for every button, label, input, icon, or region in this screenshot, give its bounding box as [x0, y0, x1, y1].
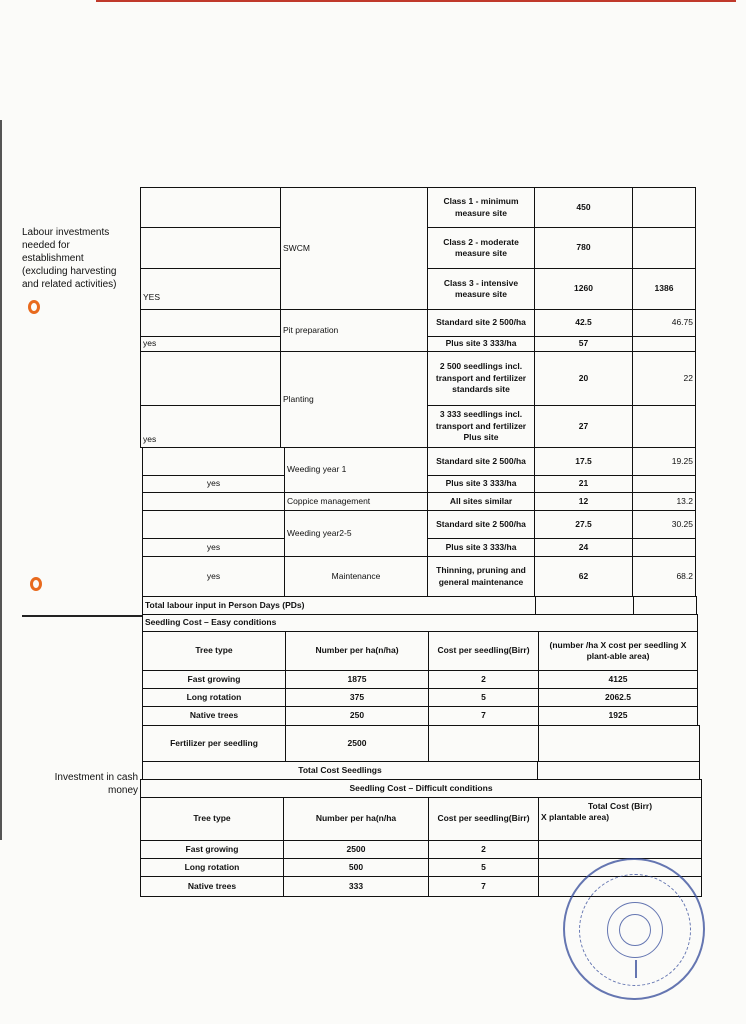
total-labour-value: [535, 596, 634, 615]
yes-mark: YES: [143, 291, 161, 302]
total-labour-label: Total labour input in Person Days (PDs): [142, 596, 536, 615]
cost-cell: 7: [428, 706, 539, 726]
cost-cell: 7: [428, 876, 539, 897]
header-cell: Number per ha(n/ha: [283, 797, 429, 841]
activity-group-label: Weeding year 1: [284, 447, 428, 493]
cost-cell: 2: [428, 670, 539, 689]
extra-cell: 19.25: [632, 447, 696, 476]
number-cell: 500: [283, 858, 429, 877]
number-cell: 333: [283, 876, 429, 897]
mark-cell: [140, 268, 281, 310]
official-stamp-icon: [563, 858, 705, 1000]
activity-group-label: Pit preparation: [280, 309, 428, 352]
extra-cell: 46.75: [632, 309, 696, 337]
total-cell: [538, 725, 700, 762]
value-cell: 450: [534, 187, 633, 228]
activity-cell: Class 3 - intensive measure site: [427, 268, 535, 310]
value-cell: 57: [534, 336, 633, 352]
extra-cell: [632, 227, 696, 269]
extra-cell: [632, 538, 696, 557]
number-cell: 250: [285, 706, 429, 726]
easy-title: Seedling Cost – Easy conditions: [142, 614, 698, 632]
value-cell: 24: [534, 538, 633, 557]
activity-cell: Thinning, pruning and general maintenance: [427, 556, 535, 597]
activity-cell: Standard site 2 500/ha: [427, 510, 535, 539]
difficult-title: Seedling Cost – Difficult conditions: [140, 779, 702, 798]
activity-group-label: Planting: [280, 351, 428, 448]
extra-cell: 1386: [632, 268, 696, 310]
top-red-line: [96, 0, 736, 2]
mark-cell: yes: [142, 475, 285, 493]
tree-type-cell: Fast growing: [142, 670, 286, 689]
header-cell: Number per ha(n/ha): [285, 631, 429, 671]
activity-cell: All sites similar: [427, 492, 535, 511]
cost-cell: [428, 725, 539, 762]
total-cell: 2062.5: [538, 688, 698, 707]
extra-cell: 68.2: [632, 556, 696, 597]
number-cell: 2500: [283, 840, 429, 859]
cost-cell: 2: [428, 840, 539, 859]
number-cell: 375: [285, 688, 429, 707]
extra-cell: 30.25: [632, 510, 696, 539]
header-cell: Tree type: [140, 797, 284, 841]
number-cell: 1875: [285, 670, 429, 689]
activity-cell: Plus site 3 333/ha: [427, 336, 535, 352]
mark-cell: [142, 510, 285, 539]
divider-line: [22, 615, 142, 617]
activity-cell: 2 500 seedlings incl. transport and fertilizer standards site: [427, 351, 535, 406]
activity-group-label: Coppice management: [284, 492, 428, 511]
value-cell: 12: [534, 492, 633, 511]
extra-cell: [632, 405, 696, 448]
total-cost-seedlings-value: [537, 761, 700, 780]
value-cell: 62: [534, 556, 633, 597]
value-cell: 42.5: [534, 309, 633, 337]
header-cell: (number /ha X cost per seedling X plant-able area): [538, 631, 698, 671]
extra-cell: [632, 187, 696, 228]
total-labour-extra: [633, 596, 697, 615]
mark-cell: [142, 492, 285, 511]
value-cell: 27: [534, 405, 633, 448]
mark-cell: [140, 227, 281, 269]
header-cell: Cost per seedling(Birr): [428, 631, 539, 671]
activity-cell: Class 2 - moderate measure site: [427, 227, 535, 269]
mark-cell: [140, 187, 281, 228]
extra-cell: 22: [632, 351, 696, 406]
hole-punch-icon: [28, 300, 40, 314]
mark-cell: yes: [140, 336, 281, 352]
cost-cell: 5: [428, 688, 539, 707]
value-cell: 20: [534, 351, 633, 406]
activity-group-label: Maintenance: [284, 556, 428, 597]
tree-type-cell: Fertilizer per seedling: [142, 725, 286, 762]
extra-cell: [632, 475, 696, 493]
header-cell: Tree type: [142, 631, 286, 671]
activity-group-label: Weeding year2-5: [284, 510, 428, 557]
mark-cell: yes: [142, 556, 285, 597]
mark-cell: [142, 447, 285, 476]
total-cell: [538, 840, 702, 859]
tree-type-cell: Fast growing: [140, 840, 284, 859]
mark-cell: yes: [142, 538, 285, 557]
activity-cell: 3 333 seedlings incl. transport and fertilizer Plus site: [427, 405, 535, 448]
activity-cell: Plus site 3 333/ha: [427, 538, 535, 557]
tree-type-cell: Long rotation: [142, 688, 286, 707]
activity-cell: Class 1 - minimum measure site: [427, 187, 535, 228]
value-cell: 27.5: [534, 510, 633, 539]
tree-type-cell: Native trees: [142, 706, 286, 726]
value-cell: 1260: [534, 268, 633, 310]
hole-punch-icon: [30, 577, 42, 591]
mark-cell: [140, 309, 281, 337]
mark-cell: [140, 351, 281, 406]
value-cell: 17.5: [534, 447, 633, 476]
activity-cell: Standard site 2 500/ha: [427, 309, 535, 337]
value-cell: 780: [534, 227, 633, 269]
tree-type-cell: Native trees: [140, 876, 284, 897]
labour-label: Labour investments needed for establishment (excluding harvesting and related activities): [22, 227, 117, 290]
activity-cell: Plus site 3 333/ha: [427, 475, 535, 493]
tree-type-cell: Long rotation: [140, 858, 284, 877]
total-cell: 1925: [538, 706, 698, 726]
total-cost-seedlings-label: Total Cost Seedlings: [142, 761, 538, 780]
extra-cell: [632, 336, 696, 352]
cost-cell: 5: [428, 858, 539, 877]
activity-cell: Standard site 2 500/ha: [427, 447, 535, 476]
left-edge-line: [0, 120, 2, 840]
number-cell: 2500: [285, 725, 429, 762]
mark-cell: yes: [140, 405, 281, 448]
header-cell: Total Cost (Birr) X plantable area): [538, 797, 702, 841]
header-cell: Cost per seedling(Birr): [428, 797, 539, 841]
total-cell: 4125: [538, 670, 698, 689]
extra-cell: 13.2: [632, 492, 696, 511]
investment-label: Investment in cash money: [54, 772, 138, 796]
swcm-label: SWCM: [280, 187, 428, 310]
value-cell: 21: [534, 475, 633, 493]
